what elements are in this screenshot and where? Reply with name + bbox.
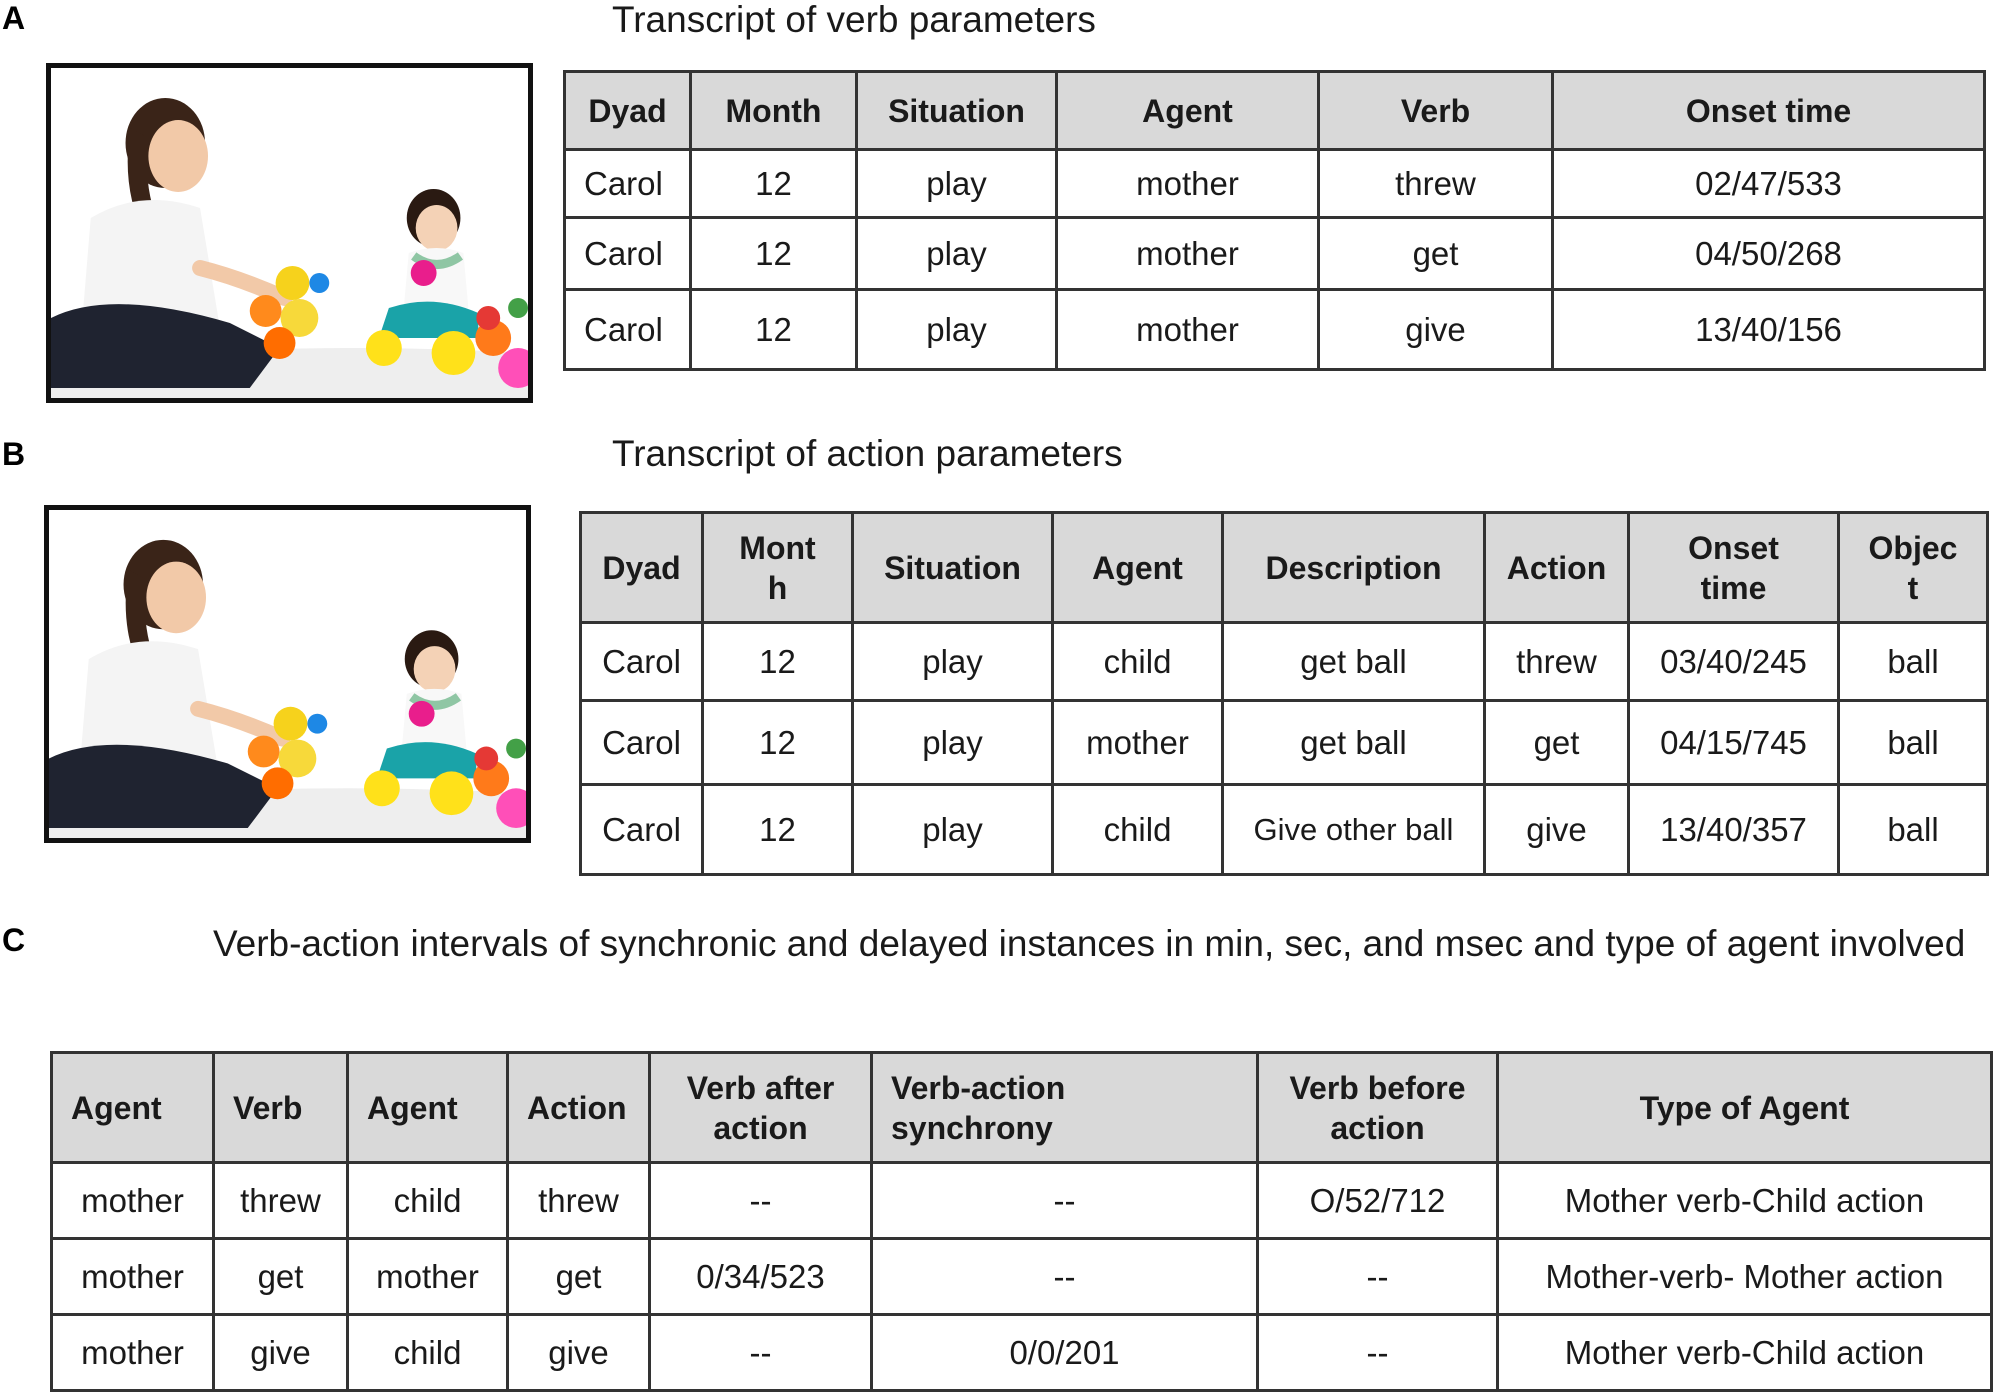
header-situation: Situation	[853, 513, 1053, 623]
panel-letter-c: C	[2, 922, 26, 958]
cell: child	[348, 1315, 508, 1391]
header-dyad: Dyad	[581, 513, 703, 623]
cell: threw	[214, 1163, 348, 1239]
cell: Give other ball	[1223, 785, 1485, 875]
cell: mother	[1057, 150, 1319, 218]
header-dyad: Dyad	[565, 72, 691, 150]
header-verb-action-synchrony: Verb-action synchrony	[872, 1053, 1258, 1163]
photo-mother-child-b	[44, 505, 531, 843]
cell: mother	[1053, 701, 1223, 785]
cell: child	[348, 1163, 508, 1239]
header-agent: Agent	[52, 1053, 214, 1163]
header-object: Objec t	[1839, 513, 1988, 623]
cell: Carol	[581, 701, 703, 785]
cell: mother	[52, 1239, 214, 1315]
cell: 0/0/201	[872, 1315, 1258, 1391]
header-description: Description	[1223, 513, 1485, 623]
cell: Carol	[565, 290, 691, 370]
cell: 04/15/745	[1629, 701, 1839, 785]
cell: give	[1319, 290, 1553, 370]
header-onset-time: Onset time	[1553, 72, 1985, 150]
cell: child	[1053, 785, 1223, 875]
cell: threw	[508, 1163, 650, 1239]
header-verb: Verb	[1319, 72, 1553, 150]
cell: mother	[52, 1163, 214, 1239]
table-row	[581, 623, 1988, 701]
cell: 12	[691, 290, 857, 370]
cell: get ball	[1223, 623, 1485, 701]
cell: give	[1485, 785, 1629, 875]
header-agent-2: Agent	[348, 1053, 508, 1163]
table-header-row	[565, 72, 1985, 150]
cell: ball	[1839, 701, 1988, 785]
cell: Mother verb-Child action	[1498, 1163, 1992, 1239]
cell: Mother-verb- Mother action	[1498, 1239, 1992, 1315]
header-verb: Verb	[214, 1053, 348, 1163]
header-situation: Situation	[857, 72, 1057, 150]
header-action: Action	[508, 1053, 650, 1163]
cell: ball	[1839, 623, 1988, 701]
cell: Carol	[565, 150, 691, 218]
cell: mother	[1057, 218, 1319, 290]
cell: get	[214, 1239, 348, 1315]
table-header-row	[52, 1053, 1992, 1163]
header-agent: Agent	[1053, 513, 1223, 623]
cell: 12	[703, 785, 853, 875]
header-agent: Agent	[1057, 72, 1319, 150]
mother-child-play-image	[49, 510, 526, 838]
cell: mother	[348, 1239, 508, 1315]
cell: 0/34/523	[650, 1239, 872, 1315]
cell: Carol	[565, 218, 691, 290]
cell: child	[1053, 623, 1223, 701]
cell: O/52/712	[1258, 1163, 1498, 1239]
panel-letter-a: A	[2, 0, 26, 36]
mother-child-play-image	[51, 68, 528, 398]
header-month: Month	[691, 72, 857, 150]
cell: threw	[1319, 150, 1553, 218]
cell: get	[1485, 701, 1629, 785]
cell: get	[1319, 218, 1553, 290]
cell: 13/40/357	[1629, 785, 1839, 875]
cell: play	[853, 785, 1053, 875]
header-type-of-agent: Type of Agent	[1498, 1053, 1992, 1163]
header-verb-after-action: Verb after action	[650, 1053, 872, 1163]
table-row	[565, 290, 1985, 370]
cell: play	[857, 218, 1057, 290]
cell: --	[1258, 1315, 1498, 1391]
photo-mother-child-a	[46, 63, 533, 403]
panel-a-title: Transcript of verb parameters	[612, 0, 1096, 40]
cell: give	[508, 1315, 650, 1391]
cell: Carol	[581, 785, 703, 875]
cell: play	[853, 701, 1053, 785]
cell: play	[853, 623, 1053, 701]
cell: play	[857, 150, 1057, 218]
table-row	[52, 1163, 1992, 1239]
panel-b-title: Transcript of action parameters	[612, 433, 1123, 474]
cell: 13/40/156	[1553, 290, 1985, 370]
cell: Mother verb-Child action	[1498, 1315, 1992, 1391]
action-parameters-table	[579, 511, 1989, 876]
header-onset-time: Onset time	[1629, 513, 1839, 623]
table-row	[52, 1315, 1992, 1391]
cell: 12	[691, 150, 857, 218]
table-row	[565, 150, 1985, 218]
verb-action-intervals-table	[50, 1051, 1993, 1392]
cell: --	[650, 1315, 872, 1391]
cell: 12	[691, 218, 857, 290]
cell: Carol	[581, 623, 703, 701]
cell: ball	[1839, 785, 1988, 875]
header-action: Action	[1485, 513, 1629, 623]
cell: give	[214, 1315, 348, 1391]
cell: get ball	[1223, 701, 1485, 785]
cell: 03/40/245	[1629, 623, 1839, 701]
cell: mother	[52, 1315, 214, 1391]
cell: mother	[1057, 290, 1319, 370]
cell: get	[508, 1239, 650, 1315]
table-row	[52, 1239, 1992, 1315]
cell: 12	[703, 623, 853, 701]
cell: play	[857, 290, 1057, 370]
table-row	[581, 701, 1988, 785]
cell: threw	[1485, 623, 1629, 701]
table-header-row	[581, 513, 1988, 623]
panel-c-title: Verb-action intervals of synchronic and delayed instances in min, sec, and msec and type of agent involved	[213, 923, 1966, 964]
header-month: Mont h	[703, 513, 853, 623]
cell: 12	[703, 701, 853, 785]
verb-parameters-table	[563, 70, 1986, 371]
panel-letter-b: B	[2, 436, 26, 472]
header-verb-before-action: Verb before action	[1258, 1053, 1498, 1163]
cell: --	[650, 1163, 872, 1239]
cell: 02/47/533	[1553, 150, 1985, 218]
cell: --	[872, 1163, 1258, 1239]
cell: 04/50/268	[1553, 218, 1985, 290]
cell: --	[1258, 1239, 1498, 1315]
cell: --	[872, 1239, 1258, 1315]
table-row	[565, 218, 1985, 290]
table-row	[581, 785, 1988, 875]
